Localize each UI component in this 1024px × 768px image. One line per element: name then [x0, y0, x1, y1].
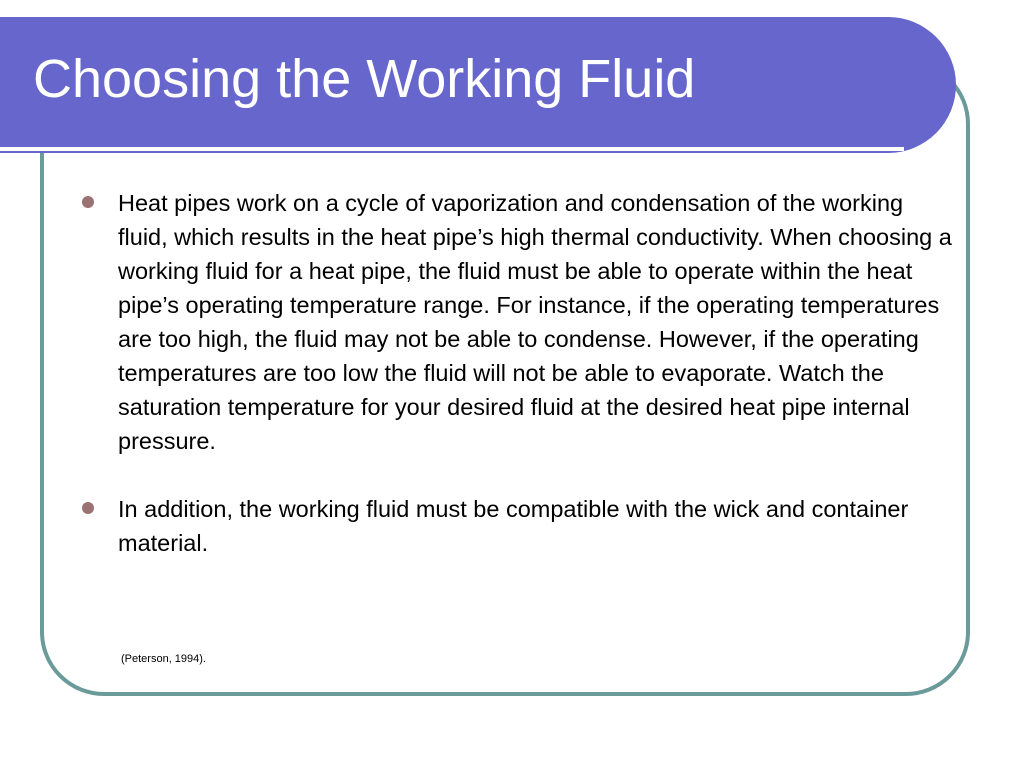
citation: (Peterson, 1994).: [121, 653, 206, 665]
bullet-item: [118, 186, 958, 458]
bullet-text: In addition, the working fluid must be compatible with the wick and container material.: [118, 496, 909, 556]
bullet-dot-icon: [82, 196, 94, 208]
bullet-item: [118, 492, 958, 560]
bullet-text: Heat pipes work on a cycle of vaporization and condensation of the working fluid, which results in the heat pipe’s high thermal conductivity. When choosing a working fluid for a heat pipe, the fluid must be able to operate within the heat pipe’s operating temperature range. For instance, if the operating temperatures are too high, the fluid may not be able to condense. However, if the operating temperatures are too low the fluid will not be able to evaporate. Watch the saturation temperature for your desired fluid at the desired heat pipe internal pressure.: [118, 190, 952, 454]
slide-title: Choosing the Working Fluid: [33, 49, 696, 109]
bullet-dot-icon: [82, 502, 94, 514]
bullet-list: [118, 186, 958, 594]
title-underline: [0, 147, 904, 151]
